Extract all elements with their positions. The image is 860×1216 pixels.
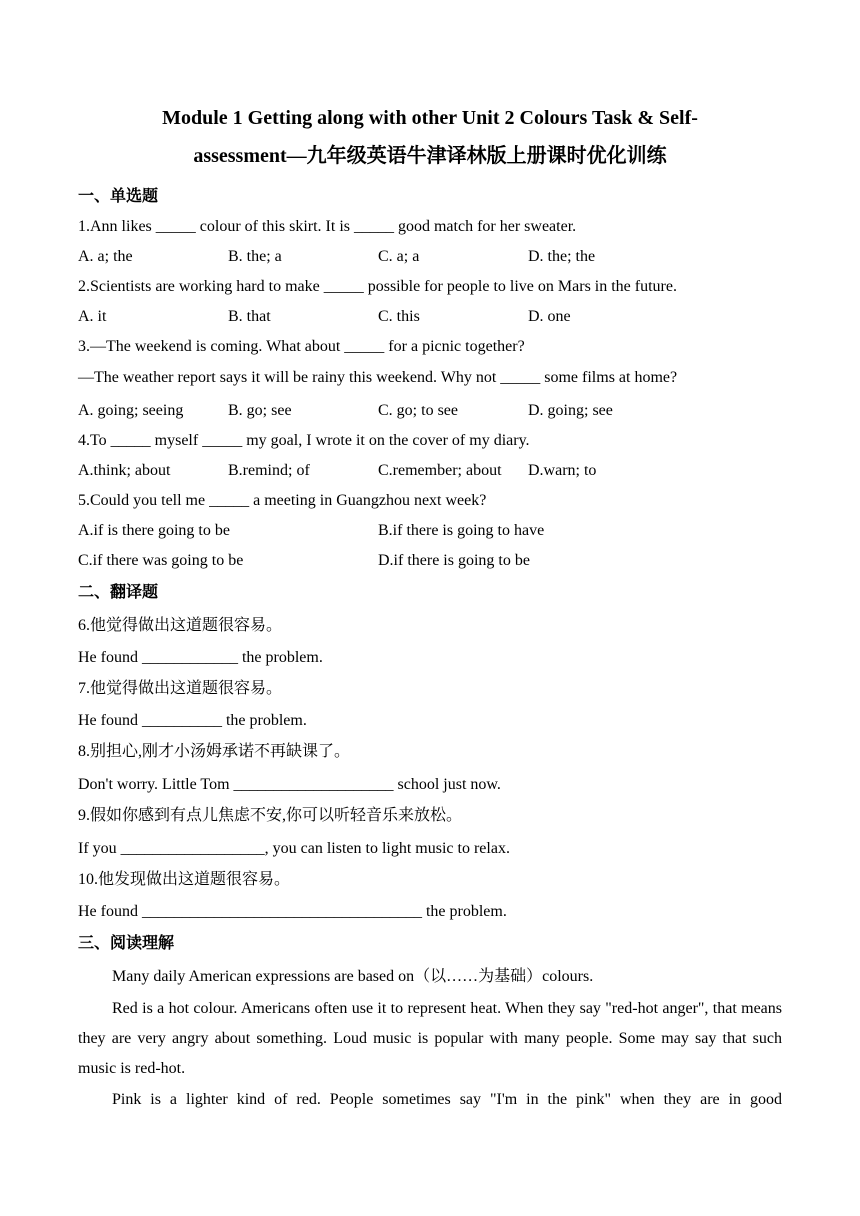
question-stem: 4.To _____ myself _____ my goal, I wrote it on the cover of my diary. bbox=[78, 432, 530, 449]
translation-prompt: 8.别担心,刚才小汤姆承诺不再缺课了。 bbox=[78, 743, 351, 760]
option-c: C. a; a bbox=[378, 248, 420, 265]
translation-prompt: 10.他发现做出这道题很容易。 bbox=[78, 871, 291, 888]
section-heading-multiple-choice: 一、单选题 bbox=[78, 186, 159, 205]
translation-blank-sentence: He found ____________ the problem. bbox=[78, 649, 323, 666]
option-b: B. that bbox=[228, 308, 271, 325]
reading-paragraph: Many daily American expressions are based on（以……为基础）colours. bbox=[112, 968, 594, 985]
option-b: B.if there is going to have bbox=[378, 522, 545, 539]
reading-paragraph: Red is a hot colour. Americans often use it to represent heat. When they say "red-hot anger", that means they are very angry about something. Loud music is popular with many people. Some may say that such music is red-hot. bbox=[78, 1000, 782, 1077]
option-a: A. a; the bbox=[78, 248, 133, 265]
reading-paragraph: Pink is a lighter kind of red. People sometimes say "I'm in the pink" when they are in good bbox=[112, 1091, 782, 1108]
option-c: C. this bbox=[378, 308, 420, 325]
document-title-line-2: assessment—九年级英语牛津译林版上册课时优化训练 bbox=[193, 145, 667, 167]
answer-options bbox=[78, 520, 782, 542]
translation-blank-sentence: He found ___________________________________ the problem. bbox=[78, 903, 507, 920]
option-d: D.warn; to bbox=[528, 462, 597, 479]
option-c: C.remember; about bbox=[378, 462, 502, 479]
section-heading-reading: 三、阅读理解 bbox=[78, 933, 175, 952]
question-stem: 3.—The weekend is coming. What about _____ for a picnic together? bbox=[78, 338, 525, 355]
question-stem-response: —The weather report says it will be rainy this weekend. Why not _____ some films at home? bbox=[78, 369, 678, 386]
answer-options bbox=[78, 306, 782, 328]
option-d: D. the; the bbox=[528, 248, 596, 265]
question-stem: 2.Scientists are working hard to make _____ possible for people to live on Mars in the future. bbox=[78, 278, 677, 295]
option-b: B.remind; of bbox=[228, 462, 310, 479]
option-c: C.if there was going to be bbox=[78, 552, 244, 569]
option-a: A.think; about bbox=[78, 462, 171, 479]
question-stem: 5.Could you tell me _____ a meeting in Guangzhou next week? bbox=[78, 492, 487, 509]
translation-blank-sentence: If you __________________, you can listen to light music to relax. bbox=[78, 840, 510, 857]
question-stem: 1.Ann likes _____ colour of this skirt. It is _____ good match for her sweater. bbox=[78, 218, 577, 235]
translation-prompt: 9.假如你感到有点儿焦虑不安,你可以听轻音乐来放松。 bbox=[78, 807, 463, 824]
option-b: B. go; see bbox=[228, 402, 292, 419]
translation-blank-sentence: He found __________ the problem. bbox=[78, 712, 307, 729]
option-a: A.if is there going to be bbox=[78, 522, 230, 539]
translation-blank-sentence: Don't worry. Little Tom ____________________ school just now. bbox=[78, 776, 501, 793]
option-d: D. going; see bbox=[528, 402, 613, 419]
option-a: A. going; seeing bbox=[78, 402, 184, 419]
option-c: C. go; to see bbox=[378, 402, 458, 419]
option-b: B. the; a bbox=[228, 248, 282, 265]
translation-prompt: 7.他觉得做出这道题很容易。 bbox=[78, 680, 283, 697]
answer-options bbox=[78, 550, 782, 572]
section-heading-translation: 二、翻译题 bbox=[78, 582, 159, 601]
option-d: D.if there is going to be bbox=[378, 552, 530, 569]
document-title-line-1: Module 1 Getting along with other Unit 2 Colours Task & Self- bbox=[162, 107, 698, 129]
answer-options bbox=[78, 460, 782, 482]
option-a: A. it bbox=[78, 308, 107, 325]
translation-prompt: 6.他觉得做出这道题很容易。 bbox=[78, 617, 283, 634]
option-d: D. one bbox=[528, 308, 571, 325]
answer-options bbox=[78, 246, 782, 268]
answer-options bbox=[78, 400, 782, 422]
